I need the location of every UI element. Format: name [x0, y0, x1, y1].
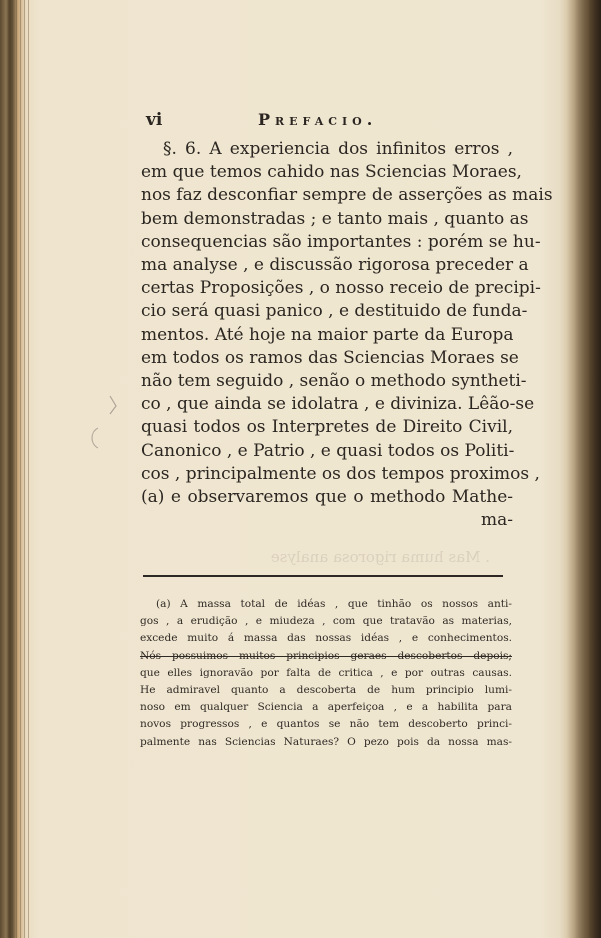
- text-line: em todos os ramos das Sciencias Moraes se: [141, 347, 519, 368]
- text-line: nos faz desconfiar sempre de asserções as mais: [141, 185, 553, 206]
- text-line: mentos. Até hoje na maior parte da Europa: [141, 324, 514, 345]
- text-line: bem demonstradas ; e tanto mais , quanto as: [141, 208, 529, 229]
- footnote-line: gos , a erudição , e miudeza , com que tratavão as materias,: [140, 615, 512, 628]
- footnote-rule: [143, 575, 503, 577]
- footnote-line: excede muito á massa das nossas idéas , e conhecimentos.: [140, 632, 512, 645]
- footnote-line-struck: Nós possuimos muitos principios geraes descobertos depois;: [140, 649, 512, 662]
- footnote-line: noso em qualquer Sciencia a aperfeiçoa , e a habilita para: [140, 701, 512, 714]
- footnote-line: (a) A massa total de idéas , que tinhão os nossos anti-: [156, 598, 512, 610]
- page-number: vi: [146, 110, 163, 130]
- show-through-text: . Mas huma rigorosa analyse: [270, 548, 490, 566]
- footnote-line: novos progressos , e quantos se não tem descoberto princi-: [140, 718, 512, 731]
- text-line: (a) e observaremos que o methodo Mathe-: [141, 487, 513, 508]
- text-line: cio será quasi panico , e destituido de funda-: [141, 301, 528, 322]
- text-line: em que temos cahido nas Sciencias Moraes,: [141, 162, 522, 183]
- running-header: [146, 110, 502, 134]
- text-line: cos , principalmente os dos tempos proximos ,: [141, 463, 540, 484]
- pencil-marks: [88, 392, 118, 452]
- footnote-line: palmente nas Sciencias Naturaes? O pezo pois da nossa mas-: [140, 735, 512, 748]
- text-line: certas Proposições , o nosso receio de precipi-: [141, 278, 541, 299]
- catchword: ma-: [481, 510, 513, 531]
- footnote-line: que elles ignoravão por falta de critica , e por outras causas.: [140, 666, 512, 679]
- main-text: [141, 138, 553, 532]
- text-line: §. 6. A experiencia dos infinitos erros ,: [163, 139, 513, 159]
- text-line: co , que ainda se idolatra , e diviniza. Lêão-se: [141, 394, 535, 415]
- running-title: Prefacio.: [258, 110, 378, 129]
- footnote-block: [140, 596, 512, 751]
- page-edges: [8, 0, 30, 938]
- text-line: ma analyse , e discussão rigorosa preceder a: [141, 255, 529, 276]
- text-line: Canonico , e Patrio , e quasi todos os Politi-: [141, 440, 515, 461]
- text-line: quasi todos os Interpretes de Direito Civil,: [141, 417, 513, 438]
- gutter-shadow: [567, 0, 601, 938]
- footnote-line: He admiravel quanto a descoberta de hum principio lumi-: [140, 684, 512, 697]
- text-line: consequencias são importantes : porém se hu-: [141, 231, 541, 252]
- text-line: não tem seguido , senão o methodo syntheti-: [141, 371, 527, 392]
